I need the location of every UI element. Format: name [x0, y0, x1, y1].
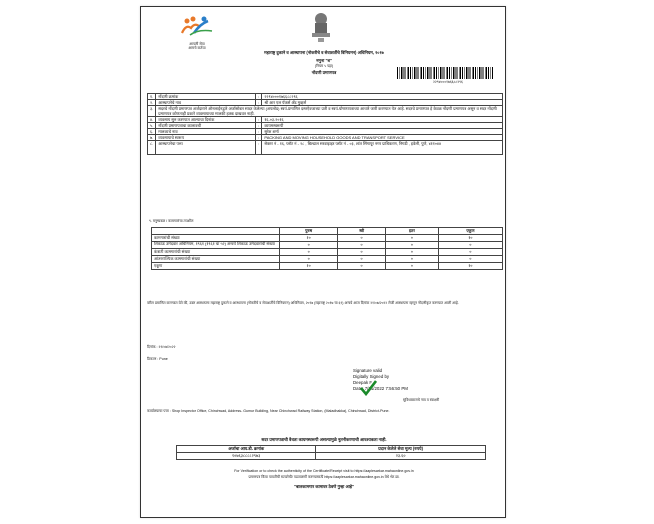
certificate-note: सदरचे नोंदणी प्रमाणपत्र अर्जदाराने ऑनलाईनद्वारे अर्जासोबत सादर केलेल्या (अपलोड) स्वयं-प्रमाणित दस्तऐवजाच्या प्रती व स्वयं-घोषणापत्राच्या आधारे जारी करण्यात येत आहे. सदरचे प्रमाणपत्र हे केवळ नोंदणी प्रमाणपत्र असून व सदर नोंदणी प्रमाणपत्र कोणताही प्रकारे व्यवसायाच्या मालकी हक्क दाखवत नाही. [156, 106, 503, 117]
office-address: कार्यालयाचा पत्ता : Shop Inspector Office, Chinchwad, Address- Gumur Building, Near Chinchwad Railway Station, (Maladhakka), Chinchwad, District-Pune. [147, 409, 390, 413]
table-row: ७. व्यवसायाचे स्वरूप : PACKING AND MOVING HOUSEHOLD GOODS AND TRANSPORT SERVICE [148, 135, 503, 141]
state-emblem-icon [309, 11, 333, 45]
table-header-row: पुरुष स्त्री इतर एकूण [152, 228, 503, 235]
certificate-page [140, 6, 506, 518]
table-row: एकूण १० ० ० १० [152, 263, 503, 270]
act-title: महाराष्ट्र दुकाने व आस्थापना (नोकरीचे व सेवाशर्तीचे विनियमन) अधिनियम, २०१७ [264, 50, 384, 55]
fee-notice: सदर प्रमाणपत्राची वैधता कायमस्वरूपी असल्यामुळे नूतनीकरणाची आवश्यकता नाही. [261, 437, 387, 442]
fee-table [176, 445, 486, 460]
service-fee: २३.६० [316, 453, 486, 460]
employees-table [151, 227, 503, 270]
table-row: आंतरराज्यिक कामगारांची संख्या ० ० ० ० [152, 256, 503, 263]
checkmark-icon [359, 380, 377, 396]
verification-line-english: For Verification or to check the authenticity of the Certificate/Receipt visit to https://aaplesarkar.mahaonline.gov.in [234, 469, 414, 473]
barcode [397, 67, 493, 79]
signer-name: Deepak F [353, 380, 373, 385]
logo-caption-2: आमचे कर्तव्य [188, 46, 206, 51]
table-row: ४. व्यवसाय सुरु करण्यात आल्याचा दिनांक : १६-०३-२०१६ [148, 117, 503, 123]
employees-section-label: ९. मनुष्यबळ / कामगारांचा तपशील [149, 219, 194, 223]
verification-line-marathi: प्रमाणपत्र किंवा पावतीची सत्यतेची/ पडताळणी करण्यासाठी https://aaplesarkar.mahaonline.gov.in येथे भेट द्या. [248, 475, 400, 479]
footer-slogan: "बालकामगार कामावर ठेवणे गुन्हा आहे" [293, 484, 355, 489]
form-label: नमुना "ब" [316, 58, 332, 63]
table-row: शिकाऊ उमेदवार अधिनियम, १९६१ (१९६१ चा ५२) अन्वये शिकाऊ उमेदवारांची संख्या ० ० ० ० [152, 242, 503, 249]
registration-info-table [147, 93, 503, 155]
establishment-name: श्री आर एल पॅकर्स अँड मुव्हर्स [262, 100, 503, 106]
table-row: १. नोंदणी क्रमांक : २२९४०००१७६६८८२९६ [148, 94, 503, 100]
table-row: कामगारांची संख्या १० ० ० १० [152, 235, 503, 242]
barcode-number: २२९४०००१७६६८८२९६ [433, 80, 463, 84]
signature-date: Date: 7/21/2022 7:56:50 PM [353, 386, 408, 391]
signature-valid-text: Signature valid [353, 368, 383, 373]
establishment-address: सेक्टर नं - १६, प्लॉट नं - २८ , बिल्डाल सरवाइव्हर प्लॉट नं - ०३, शांत सिंगापूर नगर प्राधिकरण, निगडी , हवेली, पुणे, ४११०४४ [262, 141, 503, 155]
table-row: ५. नोंदणी प्रमाणपत्राचा कालावधी : कायमस्वरूपी [148, 123, 503, 129]
declaration-text: वरील प्रमाणित करण्यात येते की, उक्त आस्थापना महाराष्ट्र दुकाने व आस्थापना (नोकरीचे व सेवाशर्तीचे विनियमन) अधिनियम, २०१७ (महाराष्ट्र २०१७ चा ६१) अन्वये आज दिनांक २१/०७/२०२२ रोजी आस्थापना म्हणून नोंदणीकृत करण्यात आली आहे. [147, 301, 459, 305]
owner-name: सुरेश शर्मा [262, 129, 503, 135]
date-line: दिनांक : २१/०७/२०२२ [147, 345, 176, 349]
rule-label: (नियम ५ पहा) [314, 64, 334, 68]
document-title: नोंदणी प्रमाणपत्र [311, 70, 337, 75]
business-nature: PACKING AND MOVING HOUSEHOLD GOODS AND TRANSPORT SERVICE [262, 135, 503, 141]
logo-caption-1: आपली सेवा [189, 42, 205, 46]
table-row: ६. मालकाचे नाव : सुरेश शर्मा [148, 129, 503, 135]
table-row: ८. आस्थापनेचा पत्ता : सेक्टर नं - १६, प्लॉट नं - २८ , बिल्डाल सरवाइव्हर प्लॉट नं - ०३, शांत सिंगापूर नगर प्राधिकरण, निगडी , हवेली, पुणे, ४११०४४ [148, 141, 503, 155]
table-row: कंत्राटी कामगारांची संख्या ० ० ० ० [152, 249, 503, 256]
table-header-row: अर्जाचा आय.डी. क्रमांक प्रदान केलेले सेवा मूल्य (रुपये) [177, 446, 486, 453]
table-row: २. आस्थापनेचे नाव : श्री आर एल पॅकर्स अँड मुव्हर्स [148, 100, 503, 106]
application-id: १०७६३८८८८२९७३ [177, 453, 316, 460]
table-row: ३. सदरचे नोंदणी प्रमाणपत्र अर्जदाराने ऑनलाईनद्वारे अर्जासोबत सादर केलेल्या (अपलोड) स्वयं-प्रमाणित दस्तऐवजाच्या प्रती व स्वयं-घोषणापत्राच्या आधारे जारी करण्यात येत आहे. सदरचे प्रमाणपत्र हे केवळ नोंदणी प्रमाणपत्र असून व सदर नोंदणी प्रमाणपत्र कोणताही प्रकारे व्यवसायाच्या मालकी हक्क दाखवत नाही. [148, 106, 503, 117]
place-line: ठिकाण : Pune [147, 357, 168, 361]
aaple-sarkar-logo [178, 15, 216, 51]
table-row [177, 453, 486, 460]
registration-number: २२९४०००१७६६८८२९६ [262, 94, 503, 100]
signatory-caption: सुविधाकाराचे नाव व स्वाक्षरी [403, 398, 440, 402]
validity-period: कायमस्वरूपी [262, 123, 503, 129]
signed-by-text: Digitally Signed by [353, 374, 390, 379]
business-start-date: १६-०३-२०१६ [262, 117, 503, 123]
